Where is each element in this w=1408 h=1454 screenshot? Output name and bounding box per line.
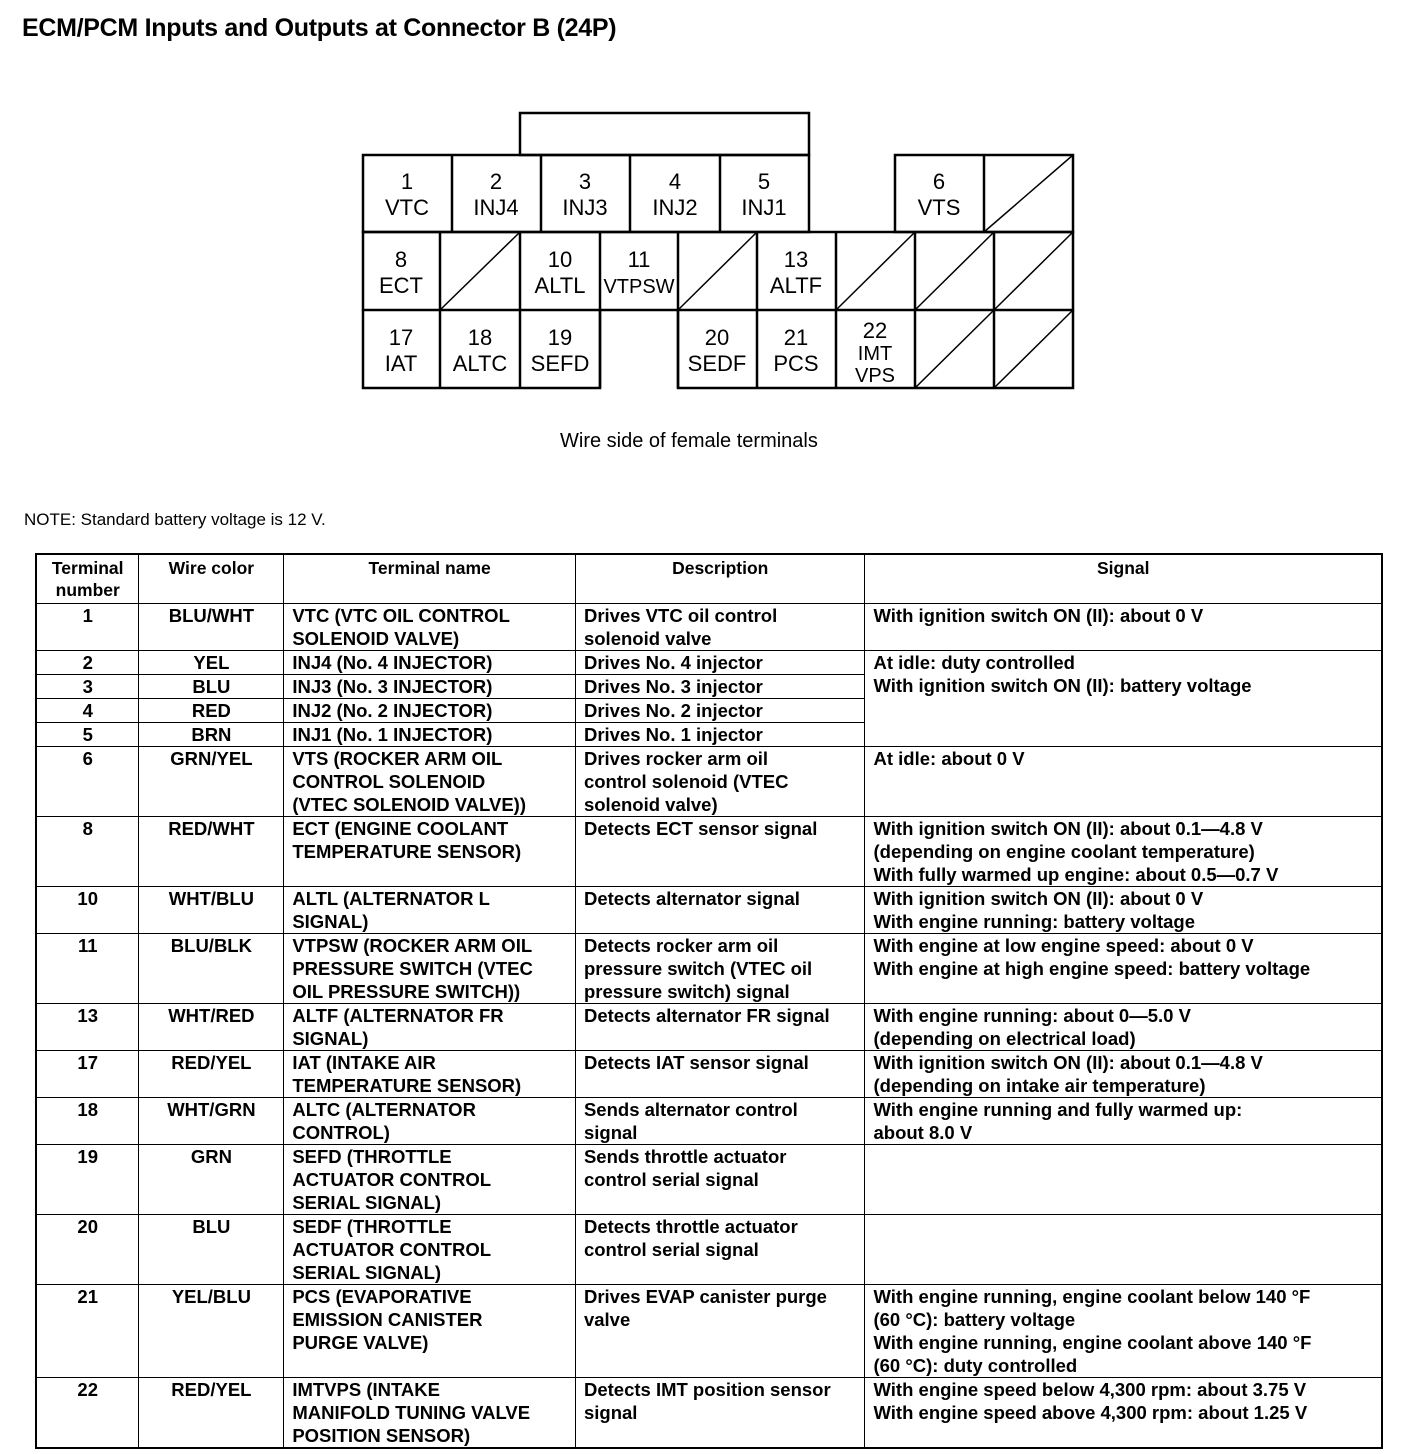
wire-color-cell: BLU	[139, 675, 284, 699]
note-text: NOTE: Standard battery voltage is 12 V.	[24, 510, 326, 529]
cell-text-line: pressure switch) signal	[583, 981, 790, 1002]
cell-text-line: At idle: about 0 V	[873, 748, 1025, 769]
wire-color-cell: BRN	[139, 723, 284, 747]
cell-text-line: Drives EVAP canister purge	[583, 1286, 827, 1307]
terminal-number-cell: 6	[36, 747, 139, 817]
signal-cell	[865, 887, 1382, 934]
table-row	[36, 747, 1382, 817]
cell-text-line: With ignition switch ON (II): battery voltage	[873, 675, 1252, 696]
terminal-label: SEFD	[530, 351, 590, 376]
cell-text-line: PRESSURE SWITCH (VTEC	[292, 958, 533, 979]
table-row	[36, 1004, 1382, 1051]
terminal-number-cell: 17	[36, 1051, 139, 1098]
description-cell	[575, 651, 865, 675]
terminal-label: ALTL	[534, 273, 586, 298]
cell-text-line: With fully warmed up engine: about 0.5—0.7 V	[873, 864, 1279, 885]
table-row	[36, 604, 1382, 651]
terminal-name-cell	[284, 604, 576, 651]
cell-text-line: signal	[583, 1122, 638, 1143]
cell-text-line: At idle: duty controlled	[873, 652, 1075, 673]
cell-text-line: TEMPERATURE SENSOR)	[292, 841, 522, 862]
cell-text-line: Drives No. 2 injector	[583, 700, 763, 721]
terminal-label: INJ4	[473, 195, 519, 220]
description-cell	[575, 934, 865, 1004]
terminal-name-cell	[284, 675, 576, 699]
terminal-name-cell	[284, 1378, 576, 1449]
cell-text-line: pressure switch (VTEC oil	[583, 958, 813, 979]
wire-color-cell: RED	[139, 699, 284, 723]
terminal-number-cell: 10	[36, 887, 139, 934]
page-title: ECM/PCM Inputs and Outputs at Connector B (24P)	[22, 14, 617, 42]
terminal-number: 4	[668, 169, 682, 194]
cell-text-line: With engine speed above 4,300 rpm: about 1.25 V	[873, 1402, 1308, 1423]
cell-text-line: solenoid valve	[583, 628, 712, 649]
cell-text-line: ACTUATOR CONTROL	[292, 1239, 492, 1260]
signal-cell	[865, 651, 1382, 747]
terminal-name-cell	[284, 1051, 576, 1098]
terminal-label: IAT	[384, 351, 418, 376]
signal-cell	[865, 1004, 1382, 1051]
cell-text-line: With engine at low engine speed: about 0 V	[873, 935, 1254, 956]
cell-text-line: Detects IAT sensor signal	[583, 1052, 809, 1073]
terminal-label: ALTF	[769, 273, 823, 298]
description-cell	[575, 1378, 865, 1449]
cell-text-line: (depending on electrical load)	[873, 1028, 1136, 1049]
terminal-name-cell	[284, 651, 576, 675]
cell-text-line: SERIAL SIGNAL)	[292, 1192, 442, 1213]
wire-color-cell: GRN	[139, 1145, 284, 1215]
cell-text-line: SEFD (THROTTLE	[292, 1146, 452, 1167]
wire-color-cell: YEL/BLU	[139, 1285, 284, 1378]
terminal-number-cell: 1	[36, 604, 139, 651]
wire-color-cell: RED/YEL	[139, 1378, 284, 1449]
terminal-name-cell	[284, 934, 576, 1004]
diagram-caption: Wire side of female terminals	[560, 430, 818, 452]
cell-text-line: Drives VTC oil control	[583, 605, 778, 626]
cell-text-line: (depending on intake air temperature)	[873, 1075, 1206, 1096]
cell-text-line: (60 °C): duty controlled	[873, 1355, 1078, 1376]
cell-text-line: Drives rocker arm oil	[583, 748, 769, 769]
cell-text-line: Detects ECT sensor signal	[583, 818, 818, 839]
terminal-number: 13	[783, 247, 809, 272]
description-cell	[575, 1051, 865, 1098]
cell-text-line: With engine running, engine coolant above 140 °F	[873, 1332, 1312, 1353]
wire-color-cell: RED/YEL	[139, 1051, 284, 1098]
terminal-number-cell: 8	[36, 817, 139, 887]
description-cell	[575, 723, 865, 747]
cell-text-line: With engine running: about 0—5.0 V	[873, 1005, 1191, 1026]
table-row	[36, 1378, 1382, 1449]
cell-text-line: ECT (ENGINE COOLANT	[292, 818, 509, 839]
cell-text-line: (60 °C): battery voltage	[873, 1309, 1076, 1330]
header-description: Description	[575, 554, 865, 604]
cell-text-line: signal	[583, 1402, 638, 1423]
table-row	[36, 817, 1382, 887]
cell-text-line: Detects throttle actuator	[583, 1216, 798, 1237]
cell-text-line: ALTC (ALTERNATOR	[292, 1099, 476, 1120]
connector-diagram	[0, 0, 1408, 420]
description-cell	[575, 747, 865, 817]
terminal-name-cell	[284, 699, 576, 723]
cell-text-line: control solenoid (VTEC	[583, 771, 789, 792]
cell-text-line: VTPSW (ROCKER ARM OIL	[292, 935, 533, 956]
description-cell	[575, 675, 865, 699]
signal-cell	[865, 1145, 1382, 1215]
cell-text-line: SOLENOID VALVE)	[292, 628, 460, 649]
cell-text-line: VTC (VTC OIL CONTROL	[292, 605, 510, 626]
cell-text-line: CONTROL SOLENOID	[292, 771, 486, 792]
terminal-number: 8	[394, 247, 408, 272]
cell-text-line: ALTL (ALTERNATOR L	[292, 888, 490, 909]
cell-text-line: SIGNAL)	[292, 1028, 369, 1049]
cell-text-line: Sends throttle actuator	[583, 1146, 787, 1167]
header-terminal-number: Terminal number	[36, 554, 139, 604]
terminal-label: INJ1	[741, 195, 787, 220]
wire-color-cell: YEL	[139, 651, 284, 675]
cell-text-line: POSITION SENSOR)	[292, 1425, 471, 1446]
cell-text-line: solenoid valve)	[583, 794, 718, 815]
cell-text-line: With ignition switch ON (II): about 0.1—4.8 V	[873, 1052, 1263, 1073]
terminal-number: 21	[783, 325, 809, 350]
wire-color-cell: BLU/WHT	[139, 604, 284, 651]
signal-cell	[865, 1051, 1382, 1098]
signal-cell	[865, 1098, 1382, 1145]
cell-text-line: With engine running, engine coolant below 140 °F	[873, 1286, 1311, 1307]
cell-text-line: EMISSION CANISTER	[292, 1309, 483, 1330]
signal-cell	[865, 747, 1382, 817]
cell-text-line: PURGE VALVE)	[292, 1332, 429, 1353]
terminal-number: 10	[547, 247, 573, 272]
terminal-number: 2	[489, 169, 503, 194]
cell-text-line: Drives No. 3 injector	[583, 676, 763, 697]
terminal-name-cell	[284, 1098, 576, 1145]
terminal-label: SEDF	[687, 351, 747, 376]
terminal-name-cell	[284, 1215, 576, 1285]
terminal-label: VTPSW	[603, 276, 675, 298]
terminal-name-cell	[284, 747, 576, 817]
cell-text-line: With ignition switch ON (II): about 0 V	[873, 888, 1204, 909]
cell-text-line: control serial signal	[583, 1169, 759, 1190]
terminal-name-cell	[284, 1145, 576, 1215]
signal-cell	[865, 1378, 1382, 1449]
cell-text-line: With engine speed below 4,300 rpm: about 3.75 V	[873, 1379, 1307, 1400]
cell-text-line: TEMPERATURE SENSOR)	[292, 1075, 522, 1096]
cell-text-line: Sends alternator control	[583, 1099, 798, 1120]
header-wire-color: Wire color	[139, 554, 284, 604]
cell-text-line: INJ4 (No. 4 INJECTOR)	[292, 652, 493, 673]
table-row	[36, 1285, 1382, 1378]
description-cell	[575, 887, 865, 934]
description-cell	[575, 1215, 865, 1285]
wire-color-cell: RED/WHT	[139, 817, 284, 887]
cell-text-line: With ignition switch ON (II): about 0 V	[873, 605, 1204, 626]
terminal-label: ALTC	[452, 351, 508, 376]
cell-text-line: ALTF (ALTERNATOR FR	[292, 1005, 504, 1026]
terminal-number: 19	[547, 325, 573, 350]
cell-text-line: CONTROL)	[292, 1122, 390, 1143]
cell-text-line: OIL PRESSURE SWITCH))	[292, 981, 521, 1002]
terminal-number: 20	[704, 325, 730, 350]
cell-text-line: Drives No. 1 injector	[583, 724, 763, 745]
terminal-table	[35, 553, 1383, 1449]
terminal-label: VTC	[385, 195, 429, 220]
terminal-name-cell	[284, 723, 576, 747]
cell-text-line: Drives No. 4 injector	[583, 652, 763, 673]
cell-text-line: SEDF (THROTTLE	[292, 1216, 452, 1237]
cell-text-line: ACTUATOR CONTROL	[292, 1169, 492, 1190]
wire-color-cell: GRN/YEL	[139, 747, 284, 817]
terminal-number: 3	[578, 169, 592, 194]
cell-text-line: control serial signal	[583, 1239, 759, 1260]
terminal-label: PCS	[773, 351, 819, 376]
terminal-label: VTS	[917, 195, 961, 220]
terminal-label: INJ3	[562, 195, 608, 220]
terminal-number-cell: 13	[36, 1004, 139, 1051]
description-cell	[575, 817, 865, 887]
description-cell	[575, 604, 865, 651]
terminal-number: 22	[862, 318, 888, 343]
cell-text-line: Detects IMT position sensor	[583, 1379, 831, 1400]
cell-text-line: Detects alternator FR signal	[583, 1005, 830, 1026]
table-row	[36, 651, 1382, 675]
cell-text-line: about 8.0 V	[873, 1122, 973, 1143]
terminal-number-cell: 18	[36, 1098, 139, 1145]
table-row	[36, 887, 1382, 934]
description-cell	[575, 1004, 865, 1051]
terminal-number-cell: 3	[36, 675, 139, 699]
header-terminal-name: Terminal name	[284, 554, 576, 604]
wire-color-cell: BLU/BLK	[139, 934, 284, 1004]
cell-text-line: VTS (ROCKER ARM OIL	[292, 748, 503, 769]
description-cell	[575, 1098, 865, 1145]
cell-text-line: Detects rocker arm oil	[583, 935, 779, 956]
cell-text-line: (VTEC SOLENOID VALVE))	[292, 794, 526, 815]
cell-text-line: INJ3 (No. 3 INJECTOR)	[292, 676, 493, 697]
terminal-name-cell	[284, 817, 576, 887]
cell-text-line: valve	[583, 1309, 631, 1330]
wire-color-cell: WHT/BLU	[139, 887, 284, 934]
terminal-number-cell: 20	[36, 1215, 139, 1285]
terminal-number: 11	[627, 247, 651, 272]
description-cell	[575, 1285, 865, 1378]
cell-text-line: SERIAL SIGNAL)	[292, 1262, 442, 1283]
cell-text-line: With engine running: battery voltage	[873, 911, 1196, 932]
table-row	[36, 1215, 1382, 1285]
wire-color-cell: WHT/RED	[139, 1004, 284, 1051]
cell-text-line: (depending on engine coolant temperature)	[873, 841, 1255, 862]
signal-cell	[865, 1215, 1382, 1285]
terminal-name-cell	[284, 1004, 576, 1051]
terminal-label: IMT	[857, 343, 893, 365]
cell-text-line: MANIFOLD TUNING VALVE	[292, 1402, 531, 1423]
wire-color-cell: WHT/GRN	[139, 1098, 284, 1145]
terminal-label: INJ2	[652, 195, 698, 220]
cell-text-line: SIGNAL)	[292, 911, 369, 932]
cell-text-line: With engine running and fully warmed up:	[873, 1099, 1243, 1120]
terminal-number-cell: 5	[36, 723, 139, 747]
signal-cell	[865, 817, 1382, 887]
signal-cell	[865, 934, 1382, 1004]
terminal-number-cell: 19	[36, 1145, 139, 1215]
cell-text-line: IAT (INTAKE AIR	[292, 1052, 436, 1073]
terminal-number-cell: 2	[36, 651, 139, 675]
cell-text-line: IMTVPS (INTAKE	[292, 1379, 440, 1400]
terminal-number: 5	[757, 169, 771, 194]
terminal-name-cell	[284, 887, 576, 934]
terminal-number: 17	[388, 325, 414, 350]
terminal-number-cell: 22	[36, 1378, 139, 1449]
terminal-number: 1	[400, 169, 414, 194]
terminal-number: 6	[932, 169, 946, 194]
terminal-number-cell: 11	[36, 934, 139, 1004]
terminal-label: ECT	[379, 273, 423, 298]
cell-text-line: INJ1 (No. 1 INJECTOR)	[292, 724, 493, 745]
wire-color-cell: BLU	[139, 1215, 284, 1285]
table-row	[36, 934, 1382, 1004]
signal-cell	[865, 604, 1382, 651]
terminal-number-cell: 4	[36, 699, 139, 723]
header-signal: Signal	[865, 554, 1382, 604]
cell-text-line: With ignition switch ON (II): about 0.1—4.8 V	[873, 818, 1263, 839]
terminal-label: VPS	[854, 365, 896, 387]
description-cell	[575, 699, 865, 723]
terminal-number-cell: 21	[36, 1285, 139, 1378]
signal-cell	[865, 1285, 1382, 1378]
terminal-name-cell	[284, 1285, 576, 1378]
cell-text-line: PCS (EVAPORATIVE	[292, 1286, 472, 1307]
table-row	[36, 1051, 1382, 1098]
table-header-row	[36, 554, 1382, 604]
cell-text-line: INJ2 (No. 2 INJECTOR)	[292, 700, 493, 721]
table-row	[36, 1145, 1382, 1215]
description-cell	[575, 1145, 865, 1215]
table-row	[36, 1098, 1382, 1145]
connector-labels	[379, 169, 960, 387]
terminal-number: 18	[467, 325, 493, 350]
cell-text-line: Detects alternator signal	[583, 888, 800, 909]
cell-text-line: With engine at high engine speed: battery voltage	[873, 958, 1311, 979]
